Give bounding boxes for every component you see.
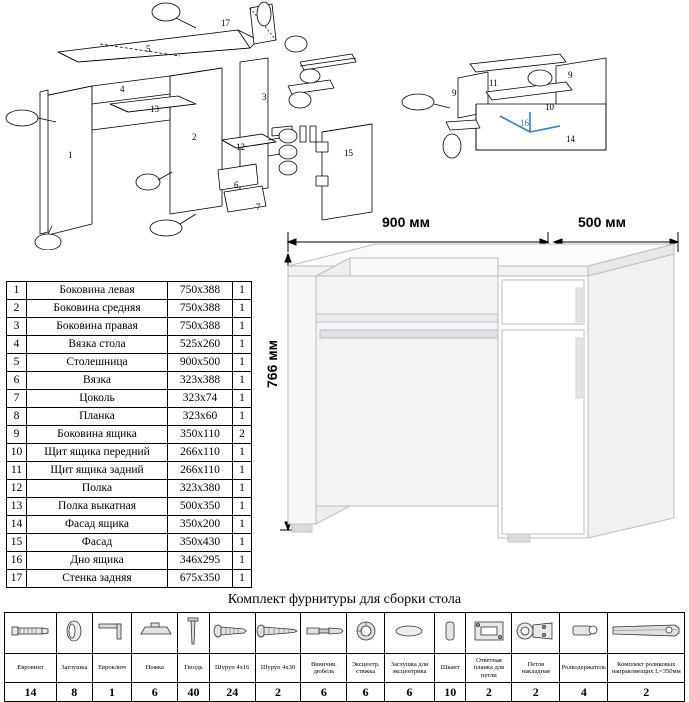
euro-key-icon bbox=[92, 613, 132, 654]
hardware-kit-title: Комплект фурнитуры для сборки стола bbox=[227, 592, 462, 607]
hardware-item-qty: 2 bbox=[608, 683, 685, 702]
hardware-item-name: Заглушка bbox=[56, 654, 92, 683]
hardware-item-name: Евроключ bbox=[92, 654, 132, 683]
parts-cell-size: 525x260 bbox=[168, 336, 233, 354]
table-row bbox=[7, 426, 252, 444]
roller-holder-icon bbox=[560, 613, 608, 654]
parts-cell-qty: 2 bbox=[233, 426, 252, 444]
parts-cell-size: 750x388 bbox=[168, 318, 233, 336]
callout-11: 11 bbox=[489, 78, 498, 88]
parts-cell-num: 5 bbox=[7, 354, 27, 372]
parts-cell-num: 15 bbox=[7, 534, 27, 552]
parts-cell-num: 13 bbox=[7, 498, 27, 516]
parts-cell-qty: 1 bbox=[233, 354, 252, 372]
table-row bbox=[7, 534, 252, 552]
parts-cell-size: 350x110 bbox=[168, 426, 233, 444]
parts-cell-qty: 1 bbox=[233, 390, 252, 408]
table-row bbox=[7, 354, 252, 372]
callout-4: 4 bbox=[120, 84, 125, 94]
hardware-item-qty: 14 bbox=[5, 683, 57, 702]
parts-list-table bbox=[6, 281, 252, 588]
parts-cell-size: 323x60 bbox=[168, 408, 233, 426]
table-row bbox=[7, 336, 252, 354]
parts-cell-qty: 1 bbox=[233, 534, 252, 552]
parts-cell-size: 900x500 bbox=[168, 354, 233, 372]
hardware-item-qty: 6 bbox=[301, 683, 347, 702]
parts-cell-num: 2 bbox=[7, 300, 27, 318]
parts-cell-qty: 1 bbox=[233, 498, 252, 516]
cam-cap-icon bbox=[384, 613, 434, 654]
callout-15: 15 bbox=[344, 148, 353, 158]
callout-9: 9 bbox=[568, 70, 573, 80]
callout-16: 16 bbox=[520, 118, 529, 128]
parts-cell-name: Вязка bbox=[27, 372, 168, 390]
callout-1: 1 bbox=[68, 150, 73, 160]
hardware-item-qty: 6 bbox=[384, 683, 434, 702]
table-row bbox=[7, 372, 252, 390]
nail-icon bbox=[178, 613, 210, 654]
hardware-item-qty: 4 bbox=[560, 683, 608, 702]
parts-cell-num: 4 bbox=[7, 336, 27, 354]
hardware-item-qty: 8 bbox=[56, 683, 92, 702]
parts-cell-size: 346x295 bbox=[168, 552, 233, 570]
parts-cell-size: 323x74 bbox=[168, 390, 233, 408]
table-row bbox=[7, 498, 252, 516]
parts-cell-qty: 1 bbox=[233, 516, 252, 534]
height-dimension-label: 766 мм bbox=[264, 340, 280, 388]
parts-cell-qty: 1 bbox=[233, 318, 252, 336]
table-row bbox=[7, 408, 252, 426]
hardware-item-name: Петля накладная bbox=[512, 654, 560, 683]
parts-cell-name: Планка bbox=[27, 408, 168, 426]
callout-9b: 9 bbox=[452, 88, 457, 98]
parts-cell-name: Дно ящика bbox=[27, 552, 168, 570]
parts-cell-num: 10 bbox=[7, 444, 27, 462]
depth-dimension-label: 500 мм bbox=[578, 214, 626, 230]
hardware-kit-qty-row bbox=[5, 683, 685, 702]
hardware-item-name: Заглушка для эксцентрика bbox=[384, 654, 434, 683]
table-row bbox=[7, 552, 252, 570]
parts-cell-size: 350x200 bbox=[168, 516, 233, 534]
callout-12: 12 bbox=[236, 142, 245, 152]
parts-cell-num: 16 bbox=[7, 552, 27, 570]
parts-cell-name: Фасад bbox=[27, 534, 168, 552]
table-row bbox=[7, 390, 252, 408]
table-row bbox=[7, 444, 252, 462]
parts-cell-name: Фасад ящика bbox=[27, 516, 168, 534]
hardware-item-name: Гвоздь bbox=[178, 654, 210, 683]
table-row bbox=[7, 462, 252, 480]
parts-cell-size: 350x430 bbox=[168, 534, 233, 552]
parts-cell-size: 266x110 bbox=[168, 444, 233, 462]
parts-cell-qty: 1 bbox=[233, 336, 252, 354]
callout-2: 2 bbox=[192, 132, 197, 142]
parts-cell-size: 266x110 bbox=[168, 462, 233, 480]
parts-cell-name: Боковина правая bbox=[27, 318, 168, 336]
table-row bbox=[7, 282, 252, 300]
callout-5: 5 bbox=[146, 44, 151, 54]
hardware-kit-name-row bbox=[5, 654, 685, 683]
table-row bbox=[7, 318, 252, 336]
parts-cell-size: 750x388 bbox=[168, 300, 233, 318]
hardware-item-name: Ответная планка для петли bbox=[466, 654, 512, 683]
table-row bbox=[7, 300, 252, 318]
parts-cell-size: 750x388 bbox=[168, 282, 233, 300]
parts-cell-name: Боковина средняя bbox=[27, 300, 168, 318]
hardware-item-qty: 24 bbox=[209, 683, 255, 702]
parts-cell-qty: 1 bbox=[233, 552, 252, 570]
cam-lock-icon bbox=[347, 613, 385, 654]
screw-4x30-icon bbox=[255, 613, 301, 654]
parts-cell-qty: 1 bbox=[233, 408, 252, 426]
slide-kit-icon bbox=[608, 613, 685, 654]
foot-icon bbox=[132, 613, 178, 654]
parts-cell-num: 3 bbox=[7, 318, 27, 336]
parts-cell-num: 8 bbox=[7, 408, 27, 426]
hardware-item-qty: 1 bbox=[92, 683, 132, 702]
parts-cell-name: Полка выкатная bbox=[27, 498, 168, 516]
hardware-item-name: Шуруп 4х16 bbox=[209, 654, 255, 683]
parts-cell-name: Боковина ящика bbox=[27, 426, 168, 444]
parts-cell-qty: 1 bbox=[233, 300, 252, 318]
callout-14: 14 bbox=[566, 134, 575, 144]
parts-cell-qty: 1 bbox=[233, 372, 252, 390]
hardware-item-qty: 2 bbox=[512, 683, 560, 702]
callout-13: 13 bbox=[150, 104, 159, 114]
desk-render-with-dimensions bbox=[258, 214, 686, 578]
parts-cell-num: 6 bbox=[7, 372, 27, 390]
hardware-item-name: Комплект роликовых направляющих L=350мм bbox=[608, 654, 685, 683]
hardware-item-name: Ножка bbox=[132, 654, 178, 683]
callout-3: 3 bbox=[262, 92, 267, 102]
table-row bbox=[7, 570, 252, 588]
hardware-item-name: Шкант bbox=[434, 654, 466, 683]
width-dimension-label: 900 мм bbox=[382, 214, 430, 230]
parts-cell-qty: 1 bbox=[233, 282, 252, 300]
hardware-kit-icon-row bbox=[5, 613, 685, 654]
hardware-item-name: Ролкодержатель bbox=[560, 654, 608, 683]
hardware-item-qty: 2 bbox=[255, 683, 301, 702]
hardware-item-qty: 6 bbox=[347, 683, 385, 702]
table-row bbox=[7, 480, 252, 498]
parts-cell-num: 9 bbox=[7, 426, 27, 444]
parts-cell-name: Стенка задняя bbox=[27, 570, 168, 588]
parts-cell-num: 12 bbox=[7, 480, 27, 498]
parts-cell-num: 1 bbox=[7, 282, 27, 300]
parts-cell-size: 675x350 bbox=[168, 570, 233, 588]
parts-cell-qty: 1 bbox=[233, 462, 252, 480]
hinge-icon bbox=[512, 613, 560, 654]
parts-cell-name: Боковина левая bbox=[27, 282, 168, 300]
parts-cell-name: Вязка стола bbox=[27, 336, 168, 354]
parts-cell-qty: 1 bbox=[233, 570, 252, 588]
hardware-item-qty: 40 bbox=[178, 683, 210, 702]
parts-cell-num: 17 bbox=[7, 570, 27, 588]
callout-10: 10 bbox=[545, 102, 554, 112]
parts-cell-num: 11 bbox=[7, 462, 27, 480]
parts-cell-size: 323x380 bbox=[168, 480, 233, 498]
hardware-item-name: Эксцентр. стяжка bbox=[347, 654, 385, 683]
callout-17: 17 bbox=[221, 18, 230, 28]
parts-cell-size: 323x388 bbox=[168, 372, 233, 390]
hardware-item-name: Евровинт bbox=[5, 654, 57, 683]
screw-4x16-icon bbox=[209, 613, 255, 654]
hardware-item-qty: 6 bbox=[132, 683, 178, 702]
parts-cell-name: Щит ящика передний bbox=[27, 444, 168, 462]
dowel-screw-icon bbox=[301, 613, 347, 654]
parts-cell-name: Полка bbox=[27, 480, 168, 498]
exploded-assembly-diagram bbox=[0, 0, 689, 250]
parts-cell-qty: 1 bbox=[233, 444, 252, 462]
parts-cell-qty: 1 bbox=[233, 480, 252, 498]
hardware-kit-table bbox=[4, 612, 685, 702]
table-row bbox=[7, 516, 252, 534]
hardware-item-name: Ввинчив. дюбель bbox=[301, 654, 347, 683]
parts-cell-size: 500x350 bbox=[168, 498, 233, 516]
parts-cell-num: 7 bbox=[7, 390, 27, 408]
callout-7: 7 bbox=[256, 202, 261, 212]
parts-cell-name: Цоколь bbox=[27, 390, 168, 408]
callout-6: 6 bbox=[234, 180, 239, 190]
parts-cell-name: Щит ящика задний bbox=[27, 462, 168, 480]
hardware-item-name: Шуруп 4х30 bbox=[255, 654, 301, 683]
parts-cell-name: Столешница bbox=[27, 354, 168, 372]
euro-screw-icon bbox=[5, 613, 57, 654]
parts-cell-num: 14 bbox=[7, 516, 27, 534]
hardware-item-qty: 2 bbox=[466, 683, 512, 702]
hardware-item-qty: 10 bbox=[434, 683, 466, 702]
dowel-icon bbox=[434, 613, 466, 654]
hinge-plate-icon bbox=[466, 613, 512, 654]
cap-icon bbox=[56, 613, 92, 654]
